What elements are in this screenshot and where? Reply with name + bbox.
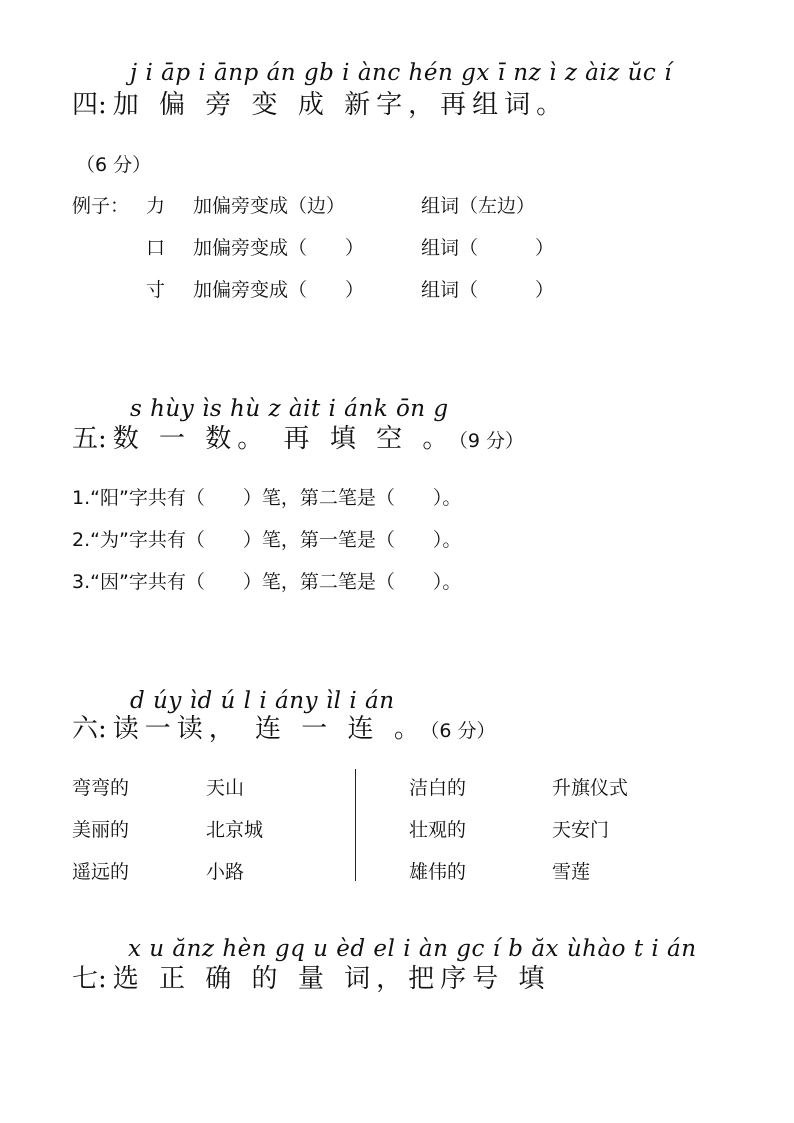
match-left-target-3[interactable]: 小路	[206, 861, 245, 883]
section5-heading-text: 数 一 数。 再 填 空 。	[112, 424, 455, 454]
section7-heading	[72, 958, 550, 995]
section7-heading-text: 选 正 确 的 量 词，把序号 填	[112, 964, 551, 994]
section4-row3-word[interactable]: 组词（ ）	[421, 279, 555, 301]
section6-pinyin: d úy ìd ú l i ány ìl i án	[130, 688, 395, 714]
section4-row3-char: 寸	[146, 279, 166, 301]
match-left-target-2[interactable]: 北京城	[206, 819, 264, 841]
section6-heading-text: 读一读， 连 一 连 。	[112, 714, 426, 744]
section7-number: 七:	[72, 964, 107, 994]
section4-heading-text: 加 偏 旁 变 成 新字，再组词。	[112, 90, 569, 120]
section4-heading	[72, 84, 568, 121]
match-divider	[355, 769, 356, 881]
section5-heading	[72, 418, 524, 455]
match-right-target-1[interactable]: 升旗仪式	[552, 777, 629, 799]
match-right-target-3[interactable]: 雪莲	[552, 861, 591, 883]
match-right-item-1[interactable]: 洁白的	[409, 777, 467, 799]
section5-score: （9 分）	[458, 430, 524, 452]
section4-row1-word: 组词（左边）	[421, 195, 536, 217]
match-right-item-3[interactable]: 雄伟的	[409, 861, 467, 883]
section5-line-2[interactable]: 2.“为”字共有（ ）笔，第一笔是（ ）。	[72, 529, 462, 551]
match-left-target-1[interactable]: 天山	[206, 777, 245, 799]
section4-number: 四:	[72, 90, 107, 120]
section5-pinyin: s hùy ìs hù z àit i ánk ōn g	[130, 396, 449, 422]
section4-row2-prompt[interactable]: 加偏旁变成（ ）	[193, 237, 365, 259]
section5-line-1[interactable]: 1.“阳”字共有（ ）笔，第二笔是（ ）。	[72, 487, 462, 509]
section4-pinyin: j i āp i ānp án gb i ànc hén gx ī nz ì z àiz ŭc í	[130, 60, 672, 86]
section6-heading	[72, 708, 495, 745]
match-left-item-1[interactable]: 弯弯的	[72, 777, 130, 799]
section6-score: （6 分）	[429, 720, 496, 742]
section4-row2-char: 口	[146, 237, 166, 259]
match-left-item-3[interactable]: 遥远的	[72, 861, 130, 883]
section4-row3-prompt[interactable]: 加偏旁变成（ ）	[193, 279, 365, 301]
section7-pinyin: x u ănz hèn gq u èd el i àn gc í b ăx ùhào t i án	[128, 936, 697, 962]
section4-example-label: 例子：	[72, 195, 130, 217]
section5-number: 五:	[72, 424, 107, 454]
match-right-target-2[interactable]: 天安门	[552, 819, 610, 841]
match-left-item-2[interactable]: 美丽的	[72, 819, 130, 841]
section4-row2-word[interactable]: 组词（ ）	[421, 237, 555, 259]
section4-score: （6 分）	[76, 154, 152, 176]
section5-line-3[interactable]: 3.“因”字共有（ ）笔，第二笔是（ ）。	[72, 571, 462, 593]
section4-row1-char: 力	[146, 195, 166, 217]
section4-row1-prompt: 加偏旁变成（边）	[193, 195, 346, 217]
section6-number: 六:	[72, 714, 107, 744]
match-right-item-2[interactable]: 壮观的	[409, 819, 467, 841]
